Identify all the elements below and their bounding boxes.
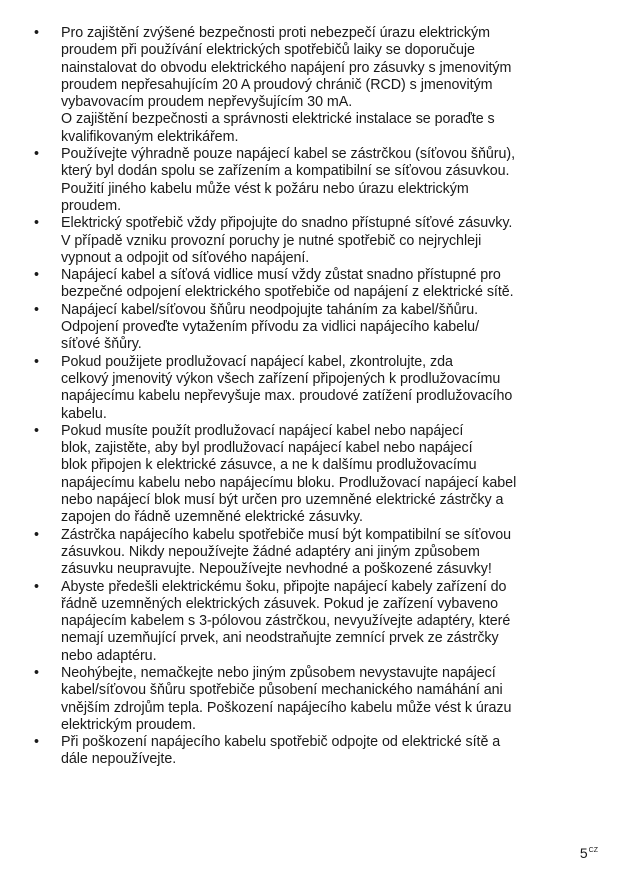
list-item: [34, 527, 594, 579]
list-item: [34, 665, 594, 734]
bullet-icon: •: [34, 734, 39, 751]
text-line: bezpečné odpojení elektrického spotřebiče od napájení z elektrické sítě.: [61, 284, 514, 301]
text-line: blok, zajistěte, aby byl prodlužovací napájecí kabel nebo napájecí: [61, 440, 473, 457]
document-body: [34, 25, 594, 769]
bullet-icon: •: [34, 664, 39, 681]
text-line: proudem nepřesahujícím 20 A proudový chránič (RCD) s jmenovitým: [61, 76, 493, 93]
list-item: [34, 215, 594, 267]
text-line: Použití jiného kabelu může vést k požáru nebo úrazu elektrickým: [61, 180, 469, 197]
text-line: Pro zajištění zvýšené bezpečnosti proti nebezpečí úrazu elektrickým: [61, 25, 490, 41]
text-line: Napájecí kabel/síťovou šňůru neodpojujte taháním za kabel/šňůru.: [61, 301, 479, 318]
text-line: vnějším zdrojům tepla. Poškození napájecího kabelu může vést k úrazu: [61, 699, 512, 716]
list-item: [34, 354, 594, 423]
text-line: nebo napájecí blok musí být určen pro uzemněné elektrické zástrčky a: [61, 492, 504, 509]
safety-instructions-list: [34, 25, 594, 769]
language-code: CZ: [588, 847, 598, 854]
text-line: elektrickým proudem.: [61, 716, 196, 733]
bullet-icon: •: [34, 215, 39, 232]
list-item: [34, 734, 594, 769]
text-line: kabel/síťovou šňůru spotřebiče působení mechanického namáhání ani: [61, 682, 503, 699]
bullet-icon: •: [34, 578, 39, 595]
text-line: zásuvkou. Nikdy nepoužívejte žádné adaptéry ani jiným způsobem: [61, 543, 480, 560]
text-line: V případě vzniku provozní poruchy je nutné spotřebič co nejrychleji: [61, 232, 482, 249]
text-line: proudem.: [61, 197, 121, 214]
text-line: nemají uzemňující prvek, ani neodstraňujte zemnící prvek ze zástrčky: [61, 630, 499, 647]
text-line: Elektrický spotřebič vždy připojujte do snadno přístupné síťové zásuvky.: [61, 215, 513, 232]
list-item: [34, 302, 594, 354]
list-item: [34, 579, 594, 665]
bullet-icon: •: [34, 25, 39, 41]
text-line: O zajištění bezpečnosti a správnosti elektrické instalace se poraďte s: [61, 111, 495, 128]
text-line: Napájecí kabel a síťová vidlice musí vždy zůstat snadno přístupné pro: [61, 267, 501, 284]
text-line: Neohýbejte, nemačkejte nebo jiným způsobem nevystavujte napájecí: [61, 664, 496, 681]
text-line: Při poškození napájecího kabelu spotřebič odpojte od elektrické sítě a: [61, 734, 501, 751]
text-line: síťové šňůry.: [61, 336, 142, 353]
list-item: [34, 267, 594, 302]
text-line: celkový jmenovitý výkon všech zařízení připojených k prodlužovacímu: [61, 370, 501, 387]
text-line: zásuvku neupravujte. Nepoužívejte nevhodné a poškozené zásuvky!: [61, 561, 492, 578]
text-line: dále nepoužívejte.: [61, 751, 177, 768]
text-line: řádně uzemněných elektrických zásuvek. Pokud je zařízení vybaveno: [61, 595, 499, 612]
text-line: nainstalovat do obvodu elektrického napájení pro zásuvky s jmenovitým: [61, 59, 512, 76]
text-line: napájecímu kabelu nepřevyšuje max. proudové zatížení prodlužovacího: [61, 388, 513, 405]
text-line: nebo adaptéru.: [61, 647, 157, 664]
text-line: vypnout a odpojit od síťového napájení.: [61, 249, 310, 266]
text-line: Abyste předešli elektrickému šoku, připojte napájecí kabely zařízení do: [61, 578, 507, 595]
text-line: Odpojení proveďte vytažením přívodu za vidlici napájecího kabelu/: [61, 319, 480, 336]
bullet-icon: •: [34, 267, 39, 284]
text-line: který byl dodán spolu se zařízením a kompatibilní se síťovou zásuvkou.: [61, 163, 510, 180]
text-line: Zástrčka napájecího kabelu spotřebiče musí být kompatibilní se síťovou: [61, 526, 512, 543]
text-line: kabelu.: [61, 405, 107, 422]
list-item: [34, 423, 594, 527]
text-line: zapojen do řádně uzemněné elektrické zásuvky.: [61, 509, 363, 526]
text-line: Pokud použijete prodlužovací napájecí kabel, zkontrolujte, zda: [61, 353, 453, 370]
page-number: [580, 845, 598, 861]
text-line: proudem při používání elektrických spotřebičů laiky se doporučuje: [61, 42, 475, 59]
text-line: vybavovacím proudem nepřevyšujícím 30 mA.: [61, 94, 353, 111]
text-line: kvalifikovaným elektrikářem.: [61, 128, 239, 145]
text-line: Pokud musíte použít prodlužovací napájecí kabel nebo napájecí: [61, 422, 464, 439]
list-item: [34, 25, 594, 146]
text-line: Používejte výhradně pouze napájecí kabel se zástrčkou (síťovou šňůru),: [61, 146, 516, 163]
bullet-icon: •: [34, 301, 39, 318]
bullet-icon: •: [34, 353, 39, 370]
list-item: [34, 146, 594, 215]
bullet-icon: •: [34, 526, 39, 543]
text-line: napájecímu kabelu nebo napájecímu bloku. Prodlužovací napájecí kabel: [61, 474, 517, 491]
page-number-value: 5: [579, 845, 588, 861]
text-line: blok připojen k elektrické zásuvce, a ne k dalšímu prodlužovacímu: [61, 457, 477, 474]
bullet-icon: •: [34, 146, 39, 163]
bullet-icon: •: [34, 422, 39, 439]
text-line: napájecím kabelem s 3-pólovou zástrčkou, nevyužívejte adaptéry, které: [61, 613, 511, 630]
